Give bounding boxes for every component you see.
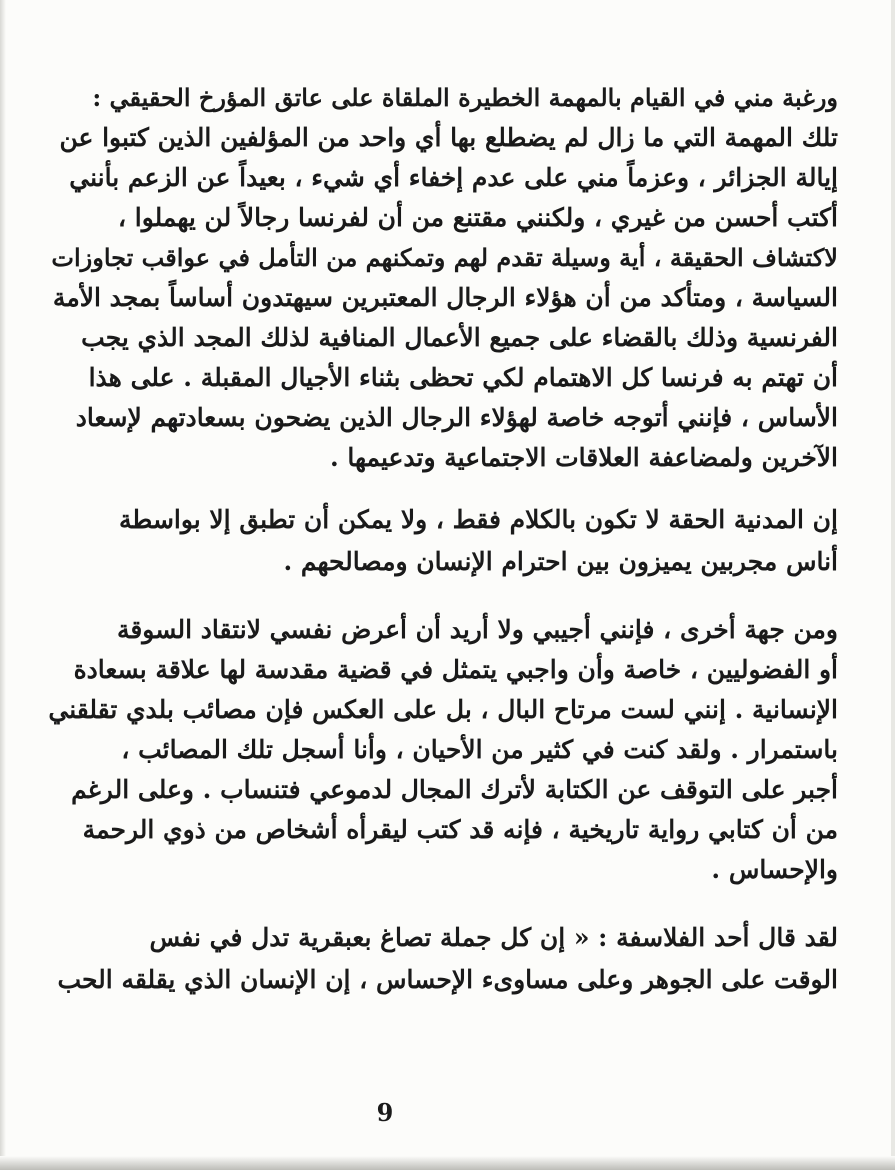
text-line: الإنسانية . إنني لست مرتاح البال ، بل على العكس فإن مصائب بلدي تقلقني — [48, 695, 838, 724]
text-line: ورغبة مني في القيام بالمهمة الخطيرة الملقاة على عاتق المؤرخ الحقيقي : — [92, 83, 838, 112]
scan-edge-right — [891, 0, 895, 1170]
text-line: إن المدنية الحقة لا تكون بالكلام فقط ، ولا يمكن أن تطبق إلا بواسطة — [119, 505, 838, 534]
text-line: من أن كتابي رواية تاريخية ، فإنه قد كتب ليقرأه أشخاص من ذوي الرحمة — [82, 815, 838, 844]
text-line: لقد قال أحد الفلاسفة : « إن كل جملة تصاغ بعبقرية تدل في نفس — [149, 923, 838, 952]
text-line: أكتب أحسن من غيري ، ولكنني مقتنع من أن لفرنسا رجالاً لن يهملوا ، — [118, 203, 838, 232]
text-line: باستمرار . ولقد كنت في كثير من الأحيان ، وأنا أسجل تلك المصائب ، — [121, 735, 838, 764]
paragraph-3 — [38, 610, 838, 900]
scan-edge-left — [0, 0, 6, 1170]
text-line: والإحساس . — [711, 855, 838, 884]
text-line: لاكتشاف الحقيقة ، أية وسيلة تقدم لهم وتمكنهم من التأمل في عواقب تجاوزات — [51, 243, 838, 272]
paragraph-4 — [38, 918, 838, 1008]
text-line: الآخرين ولمضاعفة العلاقات الاجتماعية وتدعيمها . — [329, 443, 838, 472]
text-line: الفرنسية وذلك بالقضاء على جميع الأعمال المنافية لذلك المجد الذي يجب — [81, 323, 838, 352]
paragraph-1 — [38, 78, 838, 498]
text-line: إيالة الجزائر ، وعزماً مني على عدم إخفاء أي شيء ، بعيداً عن الزعم بأنني — [69, 163, 838, 192]
text-line: أو الفضوليين ، خاصة وأن واجبي يتمثل في قضية مقدسة لها علاقة بسعادة — [73, 655, 838, 684]
text-line: تلك المهمة التي ما زال لم يضطلع بها أي واحد من المؤلفين الذين كتبوا عن — [59, 123, 838, 152]
text-line: أناس مجربين يميزون بين احترام الإنسان ومصالحهم . — [283, 547, 838, 576]
text-line: الوقت على الجوهر وعلى مساوىء الإحساس ، إن الإنسان الذي يقلقه الحب — [57, 965, 838, 994]
text-line: الأساس ، فإنني أتوجه خاصة لهؤلاء الرجال الذين يضحون بسعادتهم لإسعاد — [75, 403, 838, 432]
text-line: ومن جهة أخرى ، فإنني أجيبي ولا أريد أن أعرض نفسي لانتقاد السوقة — [116, 615, 838, 644]
paragraph-2 — [38, 500, 838, 590]
text-line: أجبر على التوقف عن الكتابة لأترك المجال لدموعي فتنساب . وعلى الرغم — [71, 775, 838, 804]
page-number: 9 — [376, 1098, 394, 1127]
text-line: السياسة ، ومتأكد من أن هؤلاء الرجال المعتبرين سيهتدون أساساً بمجد الأمة — [52, 283, 838, 312]
scan-edge-bottom — [0, 1156, 895, 1170]
text-line: أن تهتم به فرنسا كل الاهتمام لكي تحظى بثناء الأجيال المقبلة . على هذا — [88, 363, 838, 392]
